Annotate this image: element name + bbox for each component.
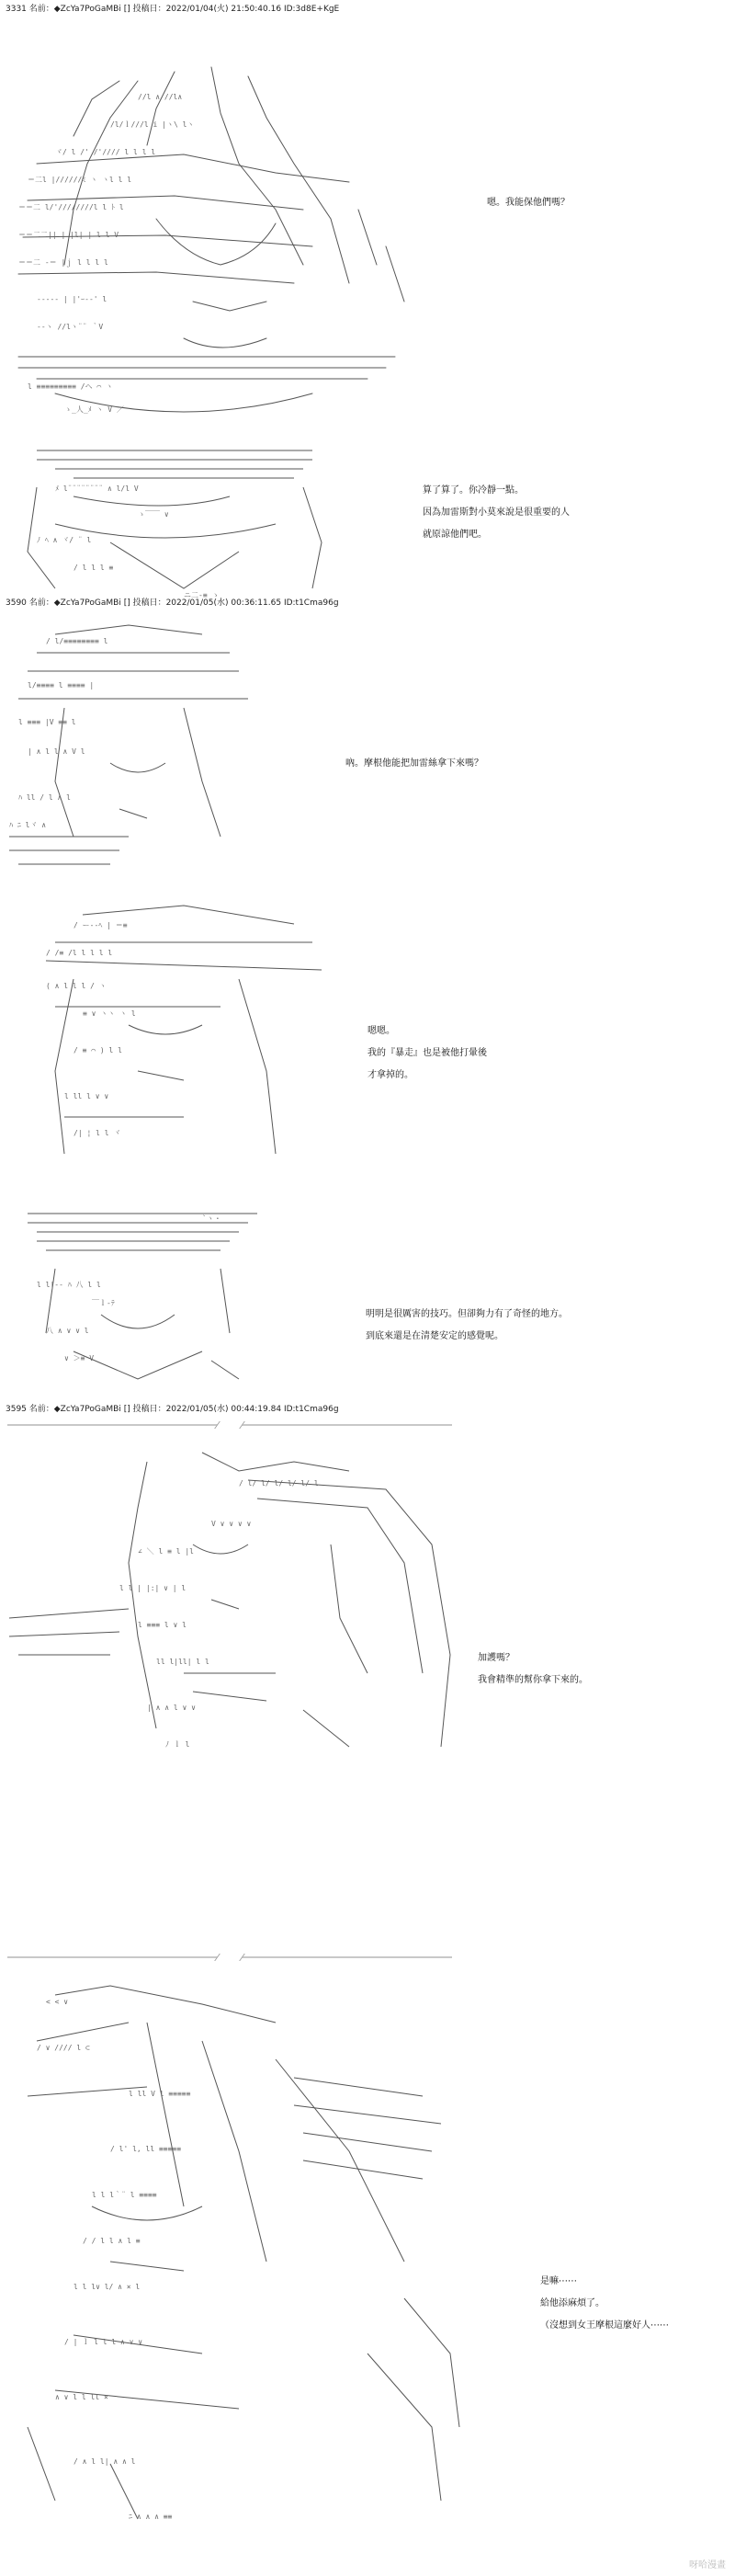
svg-text:∨ ＞≡ V: ∨ ＞≡ V bbox=[64, 1354, 95, 1362]
ascii-art-panel bbox=[0, 887, 358, 1163]
svg-text:/ ー--ﾍ | ＝≡: / ー--ﾍ | ＝≡ bbox=[74, 921, 128, 929]
svg-text:/ ∨ //// l ⊂: / ∨ //// l ⊂ bbox=[37, 2044, 90, 2052]
svg-text:/ ≡ ⌒ ) l l: / ≡ ⌒ ) l l bbox=[74, 1046, 122, 1054]
dialogue-line: 嗯。我能保他們嗎？ bbox=[487, 198, 570, 208]
svg-text:----- | |'ｰ--' l: ----- | |'ｰ--' l bbox=[37, 295, 107, 303]
svg-text:ﾆ ∧ ∧ ∧ ≡≡: ﾆ ∧ ∧ ∧ ≡≡ bbox=[129, 2513, 173, 2521]
svg-text:/ / l l ∧ l ≡: / / l l ∧ l ≡ bbox=[83, 2237, 141, 2245]
svg-text:ゝ_人_ﾒ ヽ V ／: ゝ_人_ﾒ ヽ V ／ bbox=[64, 405, 124, 414]
svg-text:/ ∧ l l| ∧ ∧ l: / ∧ l l| ∧ ∧ l bbox=[74, 2457, 136, 2466]
dialogue-line: 加護嗎？ bbox=[478, 1653, 514, 1663]
dialogue-line: 吶。摩根他能把加雷絲拿下來嗎？ bbox=[345, 758, 483, 769]
dialogue-box bbox=[368, 1020, 487, 1087]
dialogue-line: 明明是很厲害的技巧。但卻夠力有了奇怪的地方。 bbox=[366, 1309, 568, 1319]
ascii-art-panel bbox=[0, 1434, 459, 1774]
svg-text:l ll l ∨ ∨: l ll l ∨ ∨ bbox=[64, 1092, 109, 1100]
svg-text:ゝ￣￣ ∨: ゝ￣￣ ∨ bbox=[138, 510, 169, 519]
svg-text:l ≡≡≡ |V ≡≡ l: l ≡≡≡ |V ≡≡ l bbox=[18, 718, 76, 726]
dialogue-line: 才拿掉的。 bbox=[368, 1070, 413, 1080]
svg-text:/ l/ l/ l/ l/ l/ l: / l/ l/ l/ l/ l/ l bbox=[239, 1479, 319, 1487]
svg-text:/ l/≡≡≡≡≡≡≡≡ l: / l/≡≡≡≡≡≡≡≡ l bbox=[46, 637, 108, 645]
svg-text:ﾉ ﾍ ∧ ヾ/ ¨ l: ﾉ ﾍ ∧ ヾ/ ¨ l bbox=[37, 536, 92, 544]
dialogue-line: 嗯嗯。 bbox=[368, 1026, 395, 1036]
svg-text:ﾊ ll / l ∧ l: ﾊ ll / l ∧ l bbox=[18, 793, 71, 802]
dialogue-line: 算了算了。你冷靜一點。 bbox=[423, 485, 524, 496]
svg-text:l ≡≡≡≡≡≡≡≡≡ /ヘ ⌒ ヽ: l ≡≡≡≡≡≡≡≡≡ /ヘ ⌒ ヽ bbox=[28, 382, 114, 391]
svg-text:--ヽ //lヽ¨¨ ｀V: --ヽ //lヽ¨¨ ｀V bbox=[37, 323, 104, 331]
svg-text:l/≡≡≡≡ l ≡≡≡≡ |: l/≡≡≡≡ l ≡≡≡≡ | bbox=[28, 681, 95, 690]
svg-text:< < ∨: < < ∨ bbox=[46, 1998, 69, 2006]
svg-text:∠ ＼ l ≡ l |l: ∠ ＼ l ≡ l |l bbox=[138, 1547, 194, 1556]
section-divider bbox=[7, 1956, 452, 1958]
svg-text:l l l∨ l/ ∧ × l: l l l∨ l/ ∧ × l bbox=[74, 2283, 141, 2291]
post-header: 3595 名前：◆ZcYa7PoGaMBi [] 投稿日：2022/01/05(水) 00:44:19.84 ID:t1Cma96g bbox=[6, 1405, 339, 1414]
section-divider bbox=[7, 1424, 452, 1426]
svg-text:ll l|ll| l l: ll l|ll| l l bbox=[156, 1658, 209, 1666]
svg-text:￣ｌ‐ﾃ: ￣ｌ‐ﾃ bbox=[92, 1299, 115, 1307]
dialogue-line: （沒想到女王摩根這麼好人⋯⋯ bbox=[540, 2320, 669, 2331]
svg-text:＝＝二 l/'////////l l ﾄ l: ＝＝二 l/'////////l l ﾄ l bbox=[18, 203, 124, 211]
svg-text:l ≡≡≡ l ∨ l: l ≡≡≡ l ∨ l bbox=[138, 1621, 187, 1629]
dialogue-line: 給他添麻煩了。 bbox=[540, 2298, 605, 2308]
dialogue-line: 是嘛⋯⋯ bbox=[540, 2276, 577, 2286]
svg-text:∧ ∨ l l ll ×: ∧ ∨ l l ll × bbox=[55, 2393, 108, 2401]
svg-text:ニ二-≡ ゝ: ニ二-≡ ゝ bbox=[184, 591, 220, 599]
post-header: 3331 名前：◆ZcYa7PoGaMBi [] 投稿日：2022/01/04(火) 21:50:40.16 ID:3d8E+KgE bbox=[6, 5, 340, 14]
dialogue-box bbox=[478, 1647, 588, 1692]
svg-text:| ∧ ∧ l ∨ ∨: | ∧ ∧ l ∨ ∨ bbox=[147, 1704, 196, 1712]
dialogue-line: 因為加雷斯對小莫來說是很重要的人 bbox=[423, 507, 570, 518]
svg-text:l l | |:| ∨ | l: l l | |:| ∨ | l bbox=[119, 1584, 187, 1592]
svg-text:≡ ∨ ヽヽ ヽ l: ≡ ∨ ヽヽ ヽ l bbox=[83, 1009, 136, 1018]
svg-text:/| ¦ l l ヾ: /| ¦ l l ヾ bbox=[74, 1129, 121, 1137]
svg-text:ﾒ l¨¨¨¨¨¨¨¨ ∧ l/l V: ﾒ l¨¨¨¨¨¨¨¨ ∧ l/l V bbox=[55, 484, 139, 493]
post-header: 3590 名前：◆ZcYa7PoGaMBi [] 投稿日：2022/01/05(水) 00:36:11.65 ID:t1Cma96g bbox=[6, 598, 339, 608]
svg-text:ﾊ ﾆ lヾ ∧: ﾊ ﾆ lヾ ∧ bbox=[9, 821, 47, 829]
svg-text:＝二l |//////ﾐ ヽ ヽl l l: ＝二l |//////ﾐ ヽ ヽl l l bbox=[28, 176, 132, 184]
dialogue-line: 到底來還是在清楚安定的感覺呢。 bbox=[366, 1331, 503, 1341]
watermark: 呀哈漫畫 bbox=[689, 2560, 726, 2570]
ascii-art-panel bbox=[0, 616, 266, 873]
svg-text:/ | ｌ l l l ∧ ∨ ∨: / | ｌ l l l ∧ ∨ ∨ bbox=[64, 2338, 143, 2346]
svg-text:`ヽ・: `ヽ・ bbox=[202, 1214, 221, 1223]
svg-text:/ l' l, ll ≡≡≡≡≡: / l' l, ll ≡≡≡≡≡ bbox=[110, 2145, 182, 2153]
dialogue-box bbox=[345, 752, 483, 775]
dialogue-line: 我會精準的幫你拿下來的。 bbox=[478, 1675, 588, 1685]
ascii-art-panel bbox=[0, 432, 349, 607]
dialogue-box bbox=[540, 2271, 669, 2337]
svg-text:| ∧ l l ∧ V l: | ∧ l l ∧ V l bbox=[28, 747, 85, 756]
svg-text:＝＝二 -＝ |ｊ l l l l: ＝＝二 -＝ |ｊ l l l l bbox=[18, 258, 108, 267]
svg-text:l l|-- ﾊ 八 l l: l l|-- ﾊ 八 l l bbox=[37, 1281, 101, 1289]
ascii-art-panel bbox=[0, 1204, 285, 1388]
svg-text:ﾉ ｌ l: ﾉ ｌ l bbox=[165, 1740, 190, 1749]
svg-text:V ∨ ∨ ∨ ∨: V ∨ ∨ ∨ ∨ bbox=[211, 1520, 252, 1528]
svg-text://l ∧ //l∧: //l ∧ //l∧ bbox=[138, 93, 183, 101]
dialogue-line: 就原諒他們吧。 bbox=[423, 530, 487, 540]
svg-text:ヾ/ l /' /'//// l l l l: ヾ/ l /' /'//// l l l l bbox=[55, 148, 156, 156]
ascii-art-panel bbox=[0, 26, 432, 430]
svg-text:八 ∧ ∨ ∨ l: 八 ∧ ∨ ∨ l bbox=[46, 1327, 89, 1335]
dialogue-box bbox=[366, 1304, 568, 1348]
svg-text:/l/ｌ///l i |ヽ\ lヽ: /l/ｌ///l i |ヽ\ lヽ bbox=[110, 120, 195, 129]
svg-text:＝＝二二|| | |l| | l l V: ＝＝二二|| | |l| | l l V bbox=[18, 231, 119, 239]
ascii-art-panel bbox=[0, 1967, 478, 2537]
svg-text:/ l l l ≡: / l l l ≡ bbox=[74, 564, 114, 572]
dialogue-box bbox=[423, 480, 570, 546]
dialogue-line: 我的『暴走』也是被他打暈後 bbox=[368, 1048, 487, 1058]
svg-text:l l l｀¨ l ≡≡≡≡: l l l｀¨ l ≡≡≡≡ bbox=[92, 2191, 157, 2199]
svg-text:/ /≡ /l l l l l: / /≡ /l l l l l bbox=[46, 949, 113, 957]
dialogue-box bbox=[487, 191, 570, 214]
svg-text:l ll V l ≡≡≡≡≡: l ll V l ≡≡≡≡≡ bbox=[129, 2090, 191, 2098]
svg-text:( ∧ l l l / ヽ: ( ∧ l l l / ヽ bbox=[46, 982, 107, 990]
